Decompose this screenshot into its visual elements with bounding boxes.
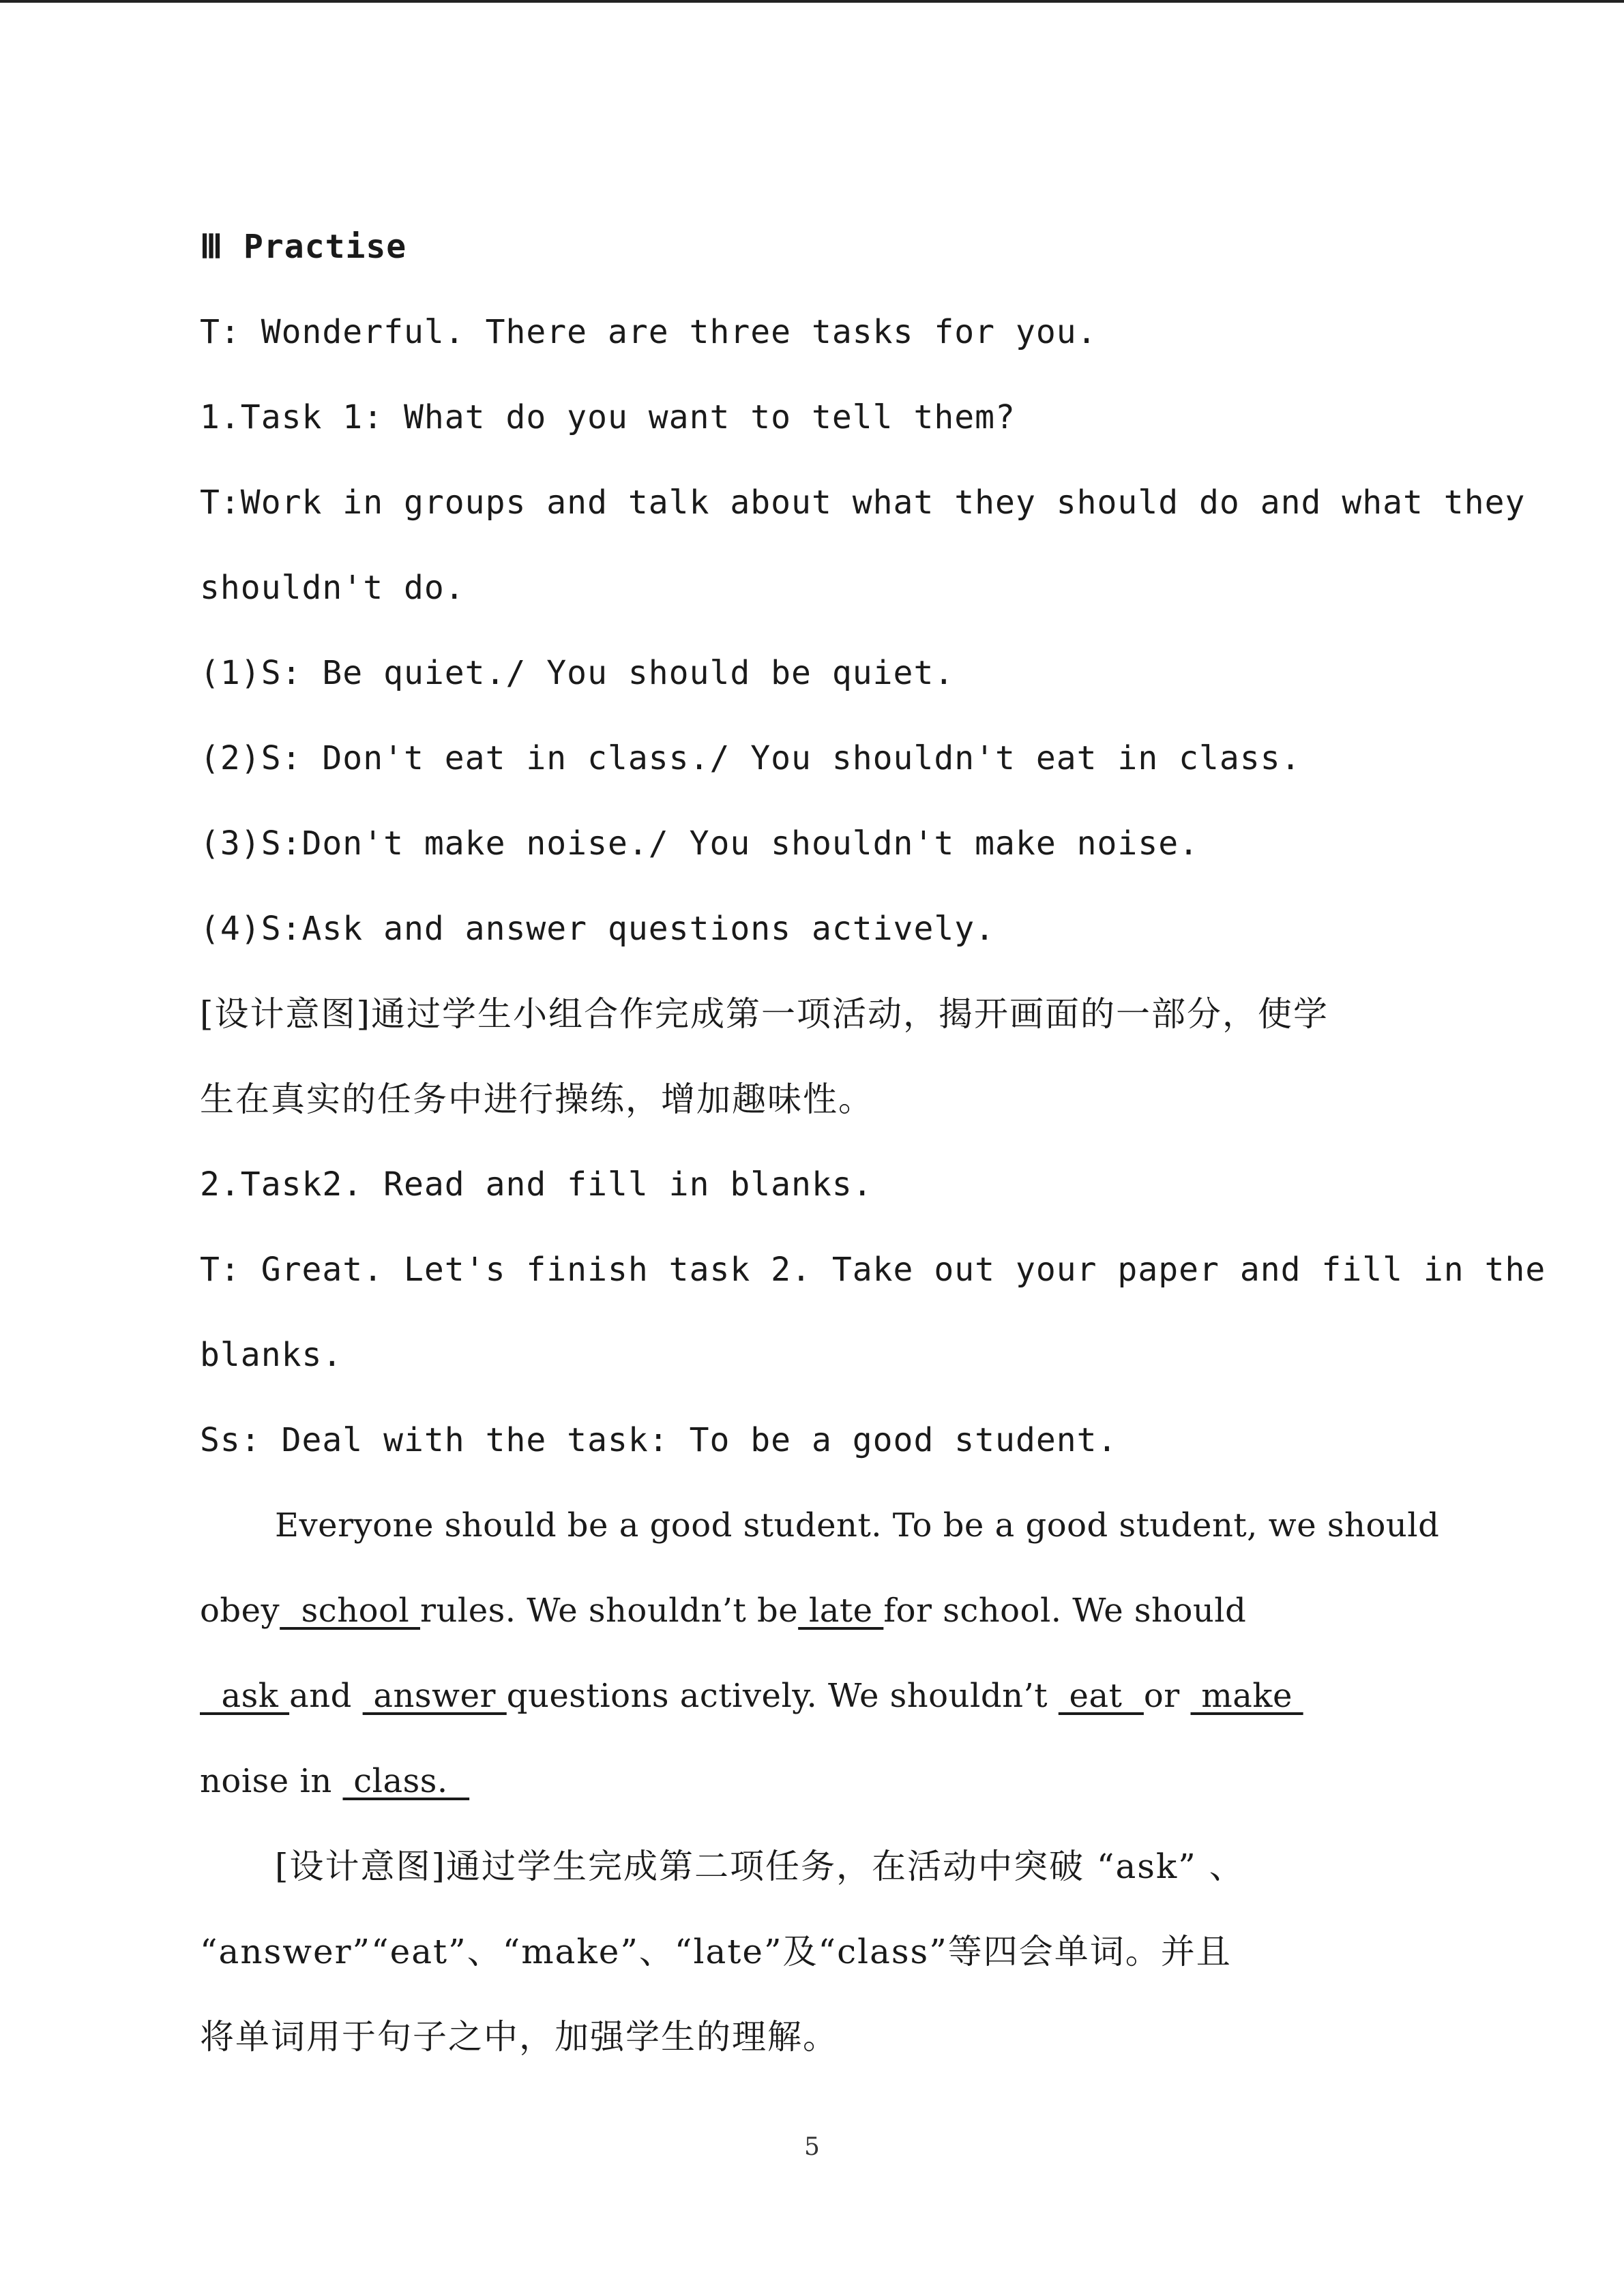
design-intent-2-line2: “answer”“eat”、“make”、“late”及“class”等四会单词。并且 [200, 1932, 1232, 1971]
passage-line2 [200, 1568, 1428, 1654]
students-task-line: Ss: Deal with the task: To be a good student. [200, 1421, 1118, 1459]
task1-title: 1.Task 1: What do you want to tell them? [200, 398, 1016, 436]
passage-text: noise in [200, 1762, 343, 1800]
blank-answer-answer: answer [362, 1677, 507, 1715]
blank-answer-eat: eat [1058, 1677, 1144, 1715]
task1-instruction-line2: shouldn't do. [200, 569, 465, 607]
passage-text: obey [200, 1592, 280, 1630]
passage-text: questions actively. We shouldn’t [506, 1677, 1059, 1715]
blank-answer-school: school [280, 1592, 421, 1630]
student-answer-3: (3)S:Don't make noise./ You shouldn't make noise. [200, 824, 1200, 863]
blank-answer-late: late [798, 1592, 884, 1630]
passage-text: rules. We shouldn’t be [420, 1592, 799, 1630]
page-number: 5 [804, 2133, 820, 2161]
blank-answer-ask: ask [200, 1677, 290, 1715]
document-page [200, 205, 1546, 2080]
design-intent-2-line3: 将单词用于句子之中，加强学生的理解。 [200, 2017, 838, 2057]
task2-title: 2.Task2. Read and fill in blanks. [200, 1165, 873, 1204]
student-answer-2: (2)S: Don't eat in class./ You shouldn't eat in class. [200, 739, 1301, 777]
passage-line4 [200, 1739, 1428, 1824]
task2-instruction-line1: T: Great. Let's finish task 2. Take out your paper and fill in the [200, 1251, 1546, 1289]
passage-text: or [1143, 1677, 1191, 1715]
passage-text: and [289, 1677, 363, 1715]
task1-instruction-line1: T:Work in groups and talk about what they should do and what they [200, 483, 1526, 522]
passage-line1 [200, 1483, 1440, 1568]
teacher-intro-line: T: Wonderful. There are three tasks for you. [200, 313, 1097, 351]
section-heading: Ⅲ Practise [200, 228, 407, 266]
top-border-line [0, 0, 1624, 3]
task2-instruction-line2: blanks. [200, 1336, 343, 1374]
design-intent-2-line1: [设计意图]通过学生完成第二项任务，在活动中突破 “ask” 、 [275, 1847, 1245, 1886]
blank-answer-class: class. [342, 1762, 470, 1800]
passage-text: Everyone should be a good student. To be a good student, we should [275, 1506, 1440, 1545]
passage-text: for school. We should [883, 1592, 1247, 1630]
passage-line3 [200, 1654, 1428, 1739]
design-intent-1-line2: 生在真实的任务中进行操练，增加趣味性。 [200, 1079, 874, 1119]
student-answer-4: (4)S:Ask and answer questions actively. [200, 910, 996, 948]
design-intent-1-line1: [设计意图]通过学生小组合作完成第一项活动，揭开画面的一部分，使学 [200, 994, 1329, 1034]
student-answer-1: (1)S: Be quiet./ You should be quiet. [200, 654, 955, 692]
blank-answer-make: make [1190, 1677, 1303, 1715]
